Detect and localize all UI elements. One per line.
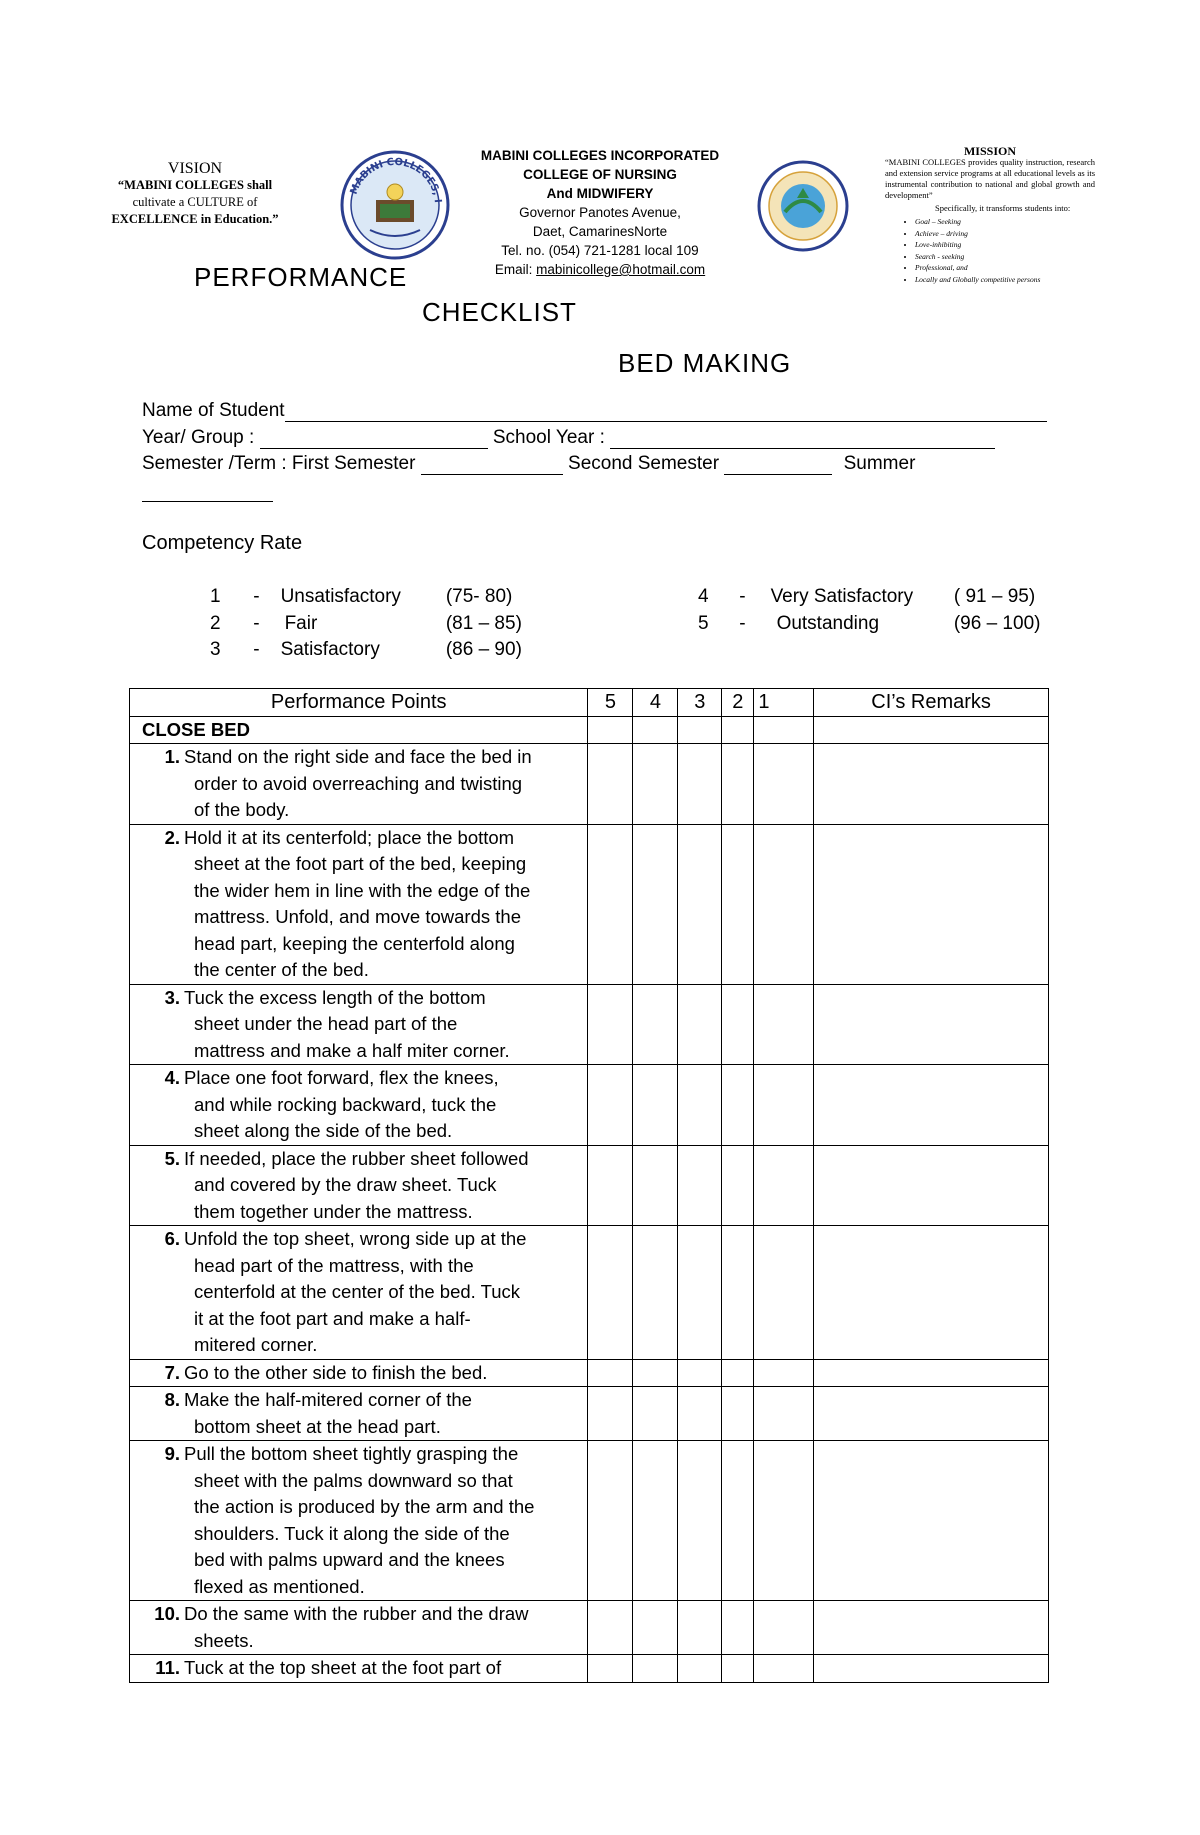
rate-range: (81 – 85) xyxy=(445,613,522,634)
score-cell[interactable] xyxy=(722,824,754,984)
step-text xyxy=(184,1065,583,1145)
step-line: Place one foot forward, flex the knees, xyxy=(184,1067,499,1088)
mission-list xyxy=(885,216,1095,285)
header-score-1: 1 xyxy=(754,689,814,717)
step-number: 8. xyxy=(164,1389,180,1410)
step-line: sheet along the side of the bed. xyxy=(194,1120,453,1141)
step-text xyxy=(184,1655,583,1682)
step-line: Hold it at its centerfold; place the bottom xyxy=(184,826,515,848)
score-cell[interactable] xyxy=(633,1387,678,1441)
step-item xyxy=(134,744,583,824)
rate-num: 2 xyxy=(210,613,221,634)
college-info xyxy=(455,146,745,279)
step-cell xyxy=(130,744,588,825)
score-cell[interactable] xyxy=(633,1065,678,1146)
step-item xyxy=(134,1065,583,1145)
score-cell[interactable] xyxy=(722,744,754,825)
vision-line: EXCELLENCE in Education.” xyxy=(111,212,279,226)
step-text xyxy=(184,985,583,1065)
rate-label: Very Satisfactory xyxy=(770,586,914,607)
rate-label: Satisfactory xyxy=(280,639,380,660)
header-score-5: 5 xyxy=(588,689,633,717)
performance-table xyxy=(129,688,1049,1683)
rate-num: 5 xyxy=(698,613,709,634)
second-semester-field[interactable] xyxy=(724,457,832,475)
step-line: the center of the bed. xyxy=(194,959,369,980)
step-text xyxy=(184,1226,583,1359)
step-line: mattress and make a half miter corner. xyxy=(194,1039,510,1061)
step-line: the wider hem in line with the edge of the xyxy=(194,879,531,901)
score-cell[interactable] xyxy=(588,716,633,744)
mission-body2: Specifically, it transforms students into: xyxy=(935,203,1071,213)
remarks-cell[interactable] xyxy=(814,716,1049,744)
score-cell[interactable] xyxy=(722,1065,754,1146)
step-item xyxy=(134,825,583,984)
step-line: Stand on the right side and face the bed in xyxy=(184,746,532,767)
step-item xyxy=(134,1146,583,1226)
step-text xyxy=(184,1360,583,1387)
table-header-row xyxy=(130,689,1049,717)
score-cell[interactable] xyxy=(633,744,678,825)
score-cell[interactable] xyxy=(754,1655,814,1683)
step-line: Do the same with the rubber and the draw xyxy=(184,1603,529,1624)
table-row xyxy=(130,1387,1049,1441)
score-cell[interactable] xyxy=(722,1601,754,1655)
score-cell[interactable] xyxy=(588,1441,633,1601)
score-cell[interactable] xyxy=(722,1387,754,1441)
mission-item: • Goal – Seeking xyxy=(915,216,1095,228)
rate-dash: - xyxy=(739,613,746,634)
college-email-row xyxy=(455,260,745,279)
step-line: bottom sheet at the head part. xyxy=(194,1415,441,1437)
mission-item: • Love-inhibiting xyxy=(915,239,1095,251)
step-text xyxy=(184,1146,583,1226)
score-cell[interactable] xyxy=(722,1359,754,1387)
table-row xyxy=(130,824,1049,984)
step-line: of the body. xyxy=(194,799,290,820)
table-row xyxy=(130,984,1049,1065)
remarks-cell[interactable] xyxy=(814,744,1049,825)
step-number: 3. xyxy=(164,986,180,1008)
rate-range: (96 – 100) xyxy=(953,613,1041,634)
step-line: Tuck the excess length of the bottom xyxy=(184,986,486,1008)
step-line: head part of the mattress, with the xyxy=(194,1254,474,1276)
score-cell[interactable] xyxy=(678,1065,722,1146)
title-checklist: CHECKLIST xyxy=(422,297,577,327)
mission-title: MISSION xyxy=(963,144,1016,158)
step-text xyxy=(184,1441,583,1600)
step-line: order to avoid overreaching and twisting xyxy=(194,772,523,794)
score-cell[interactable] xyxy=(678,1145,722,1226)
name-row xyxy=(142,400,1047,422)
step-line: shoulders. Tuck it along the side of the xyxy=(194,1522,510,1544)
title-subject: BED MAKING xyxy=(618,348,792,378)
score-cell[interactable] xyxy=(754,1387,814,1441)
mission-item: • Locally and Globally competitive persons xyxy=(915,274,1095,286)
mission-item: • Search - seeking xyxy=(915,251,1095,263)
score-cell[interactable] xyxy=(678,1655,722,1683)
score-cell[interactable] xyxy=(633,1145,678,1226)
table-row xyxy=(130,1226,1049,1360)
college-seal-right xyxy=(757,160,849,252)
semester-label: Semester /Term : First Semester xyxy=(142,453,416,474)
score-cell[interactable] xyxy=(754,716,814,744)
college-tel: Tel. no. (054) 721-1281 local 109 xyxy=(501,243,699,258)
rate-dash: - xyxy=(253,639,260,660)
step-line: bed with palms upward and the knees xyxy=(194,1549,505,1570)
step-line: Go to the other side to finish the bed. xyxy=(184,1361,488,1383)
score-cell[interactable] xyxy=(633,1601,678,1655)
email-label: Email: xyxy=(494,262,533,277)
score-cell[interactable] xyxy=(678,1441,722,1601)
score-cell[interactable] xyxy=(588,1359,633,1387)
score-cell[interactable] xyxy=(678,1601,722,1655)
step-line: sheets. xyxy=(194,1629,254,1651)
score-cell[interactable] xyxy=(678,1226,722,1360)
step-line: If needed, place the rubber sheet followed xyxy=(184,1147,529,1169)
score-cell[interactable] xyxy=(588,1601,633,1655)
score-cell[interactable] xyxy=(588,744,633,825)
rate-row xyxy=(210,586,512,608)
rate-range: ( 91 – 95) xyxy=(953,586,1036,607)
step-line: centerfold at the center of the bed. Tuck xyxy=(194,1281,521,1302)
score-cell[interactable] xyxy=(754,1145,814,1226)
summer-label: Summer xyxy=(843,453,916,474)
score-cell[interactable] xyxy=(754,1065,814,1146)
score-cell[interactable] xyxy=(754,1226,814,1360)
rate-label: Outstanding xyxy=(776,613,880,634)
step-text xyxy=(184,1387,583,1440)
score-cell[interactable] xyxy=(754,1359,814,1387)
score-cell[interactable] xyxy=(678,1359,722,1387)
seal-text: MABINI COLLEGES, I xyxy=(348,156,443,204)
remarks-cell[interactable] xyxy=(814,1387,1049,1441)
score-cell[interactable] xyxy=(633,716,678,744)
header-performance-points: Performance Points xyxy=(130,689,588,717)
college-dept2: And MIDWIFERY xyxy=(546,186,654,201)
remarks-cell[interactable] xyxy=(814,984,1049,1065)
table-row xyxy=(130,1065,1049,1146)
step-item xyxy=(134,1441,583,1600)
score-cell[interactable] xyxy=(633,984,678,1065)
step-line: flexed as mentioned. xyxy=(194,1575,365,1597)
step-line: Unfold the top sheet, wrong side up at the xyxy=(184,1228,527,1249)
score-cell[interactable] xyxy=(722,1655,754,1683)
score-cell[interactable] xyxy=(722,1441,754,1601)
step-line: it at the foot part and make a half- xyxy=(194,1307,471,1329)
step-line: sheet at the foot part of the bed, keeping xyxy=(194,853,527,874)
score-cell[interactable] xyxy=(754,824,814,984)
remarks-cell[interactable] xyxy=(814,1655,1049,1683)
step-line: mattress. Unfold, and move towards the xyxy=(194,906,521,927)
step-cell xyxy=(130,824,588,984)
step-line: sheet under the head part of the xyxy=(194,1013,458,1034)
step-number: 9. xyxy=(164,1443,180,1464)
rate-num: 4 xyxy=(698,586,709,607)
college-name: MABINI COLLEGES INCORPORATED xyxy=(480,148,720,163)
score-cell[interactable] xyxy=(678,1387,722,1441)
score-cell[interactable] xyxy=(754,1441,814,1601)
step-number: 2. xyxy=(164,826,180,848)
step-number: 6. xyxy=(164,1228,180,1249)
name-label: Name of Student xyxy=(142,400,285,421)
table-row xyxy=(130,1441,1049,1601)
rate-row xyxy=(210,639,522,661)
score-cell[interactable] xyxy=(588,1145,633,1226)
vision-line: cultivate a CULTURE of xyxy=(132,195,258,209)
college-address: Governor Panotes Avenue, xyxy=(519,205,681,220)
rate-label: Unsatisfactory xyxy=(280,586,401,607)
score-cell[interactable] xyxy=(754,1601,814,1655)
step-cell xyxy=(130,1145,588,1226)
table-body xyxy=(130,744,1049,1683)
step-item xyxy=(134,1601,583,1654)
score-cell[interactable] xyxy=(633,1441,678,1601)
rate-num: 3 xyxy=(210,639,221,660)
score-cell[interactable] xyxy=(678,824,722,984)
step-cell xyxy=(130,1387,588,1441)
rate-dash: - xyxy=(253,586,260,607)
score-cell[interactable] xyxy=(754,984,814,1065)
step-item xyxy=(134,1360,583,1387)
mission-item: • Achieve – driving xyxy=(915,228,1095,240)
table-row xyxy=(130,744,1049,825)
step-text xyxy=(184,825,583,984)
year-label: Year/ Group : xyxy=(142,427,255,448)
step-line: Make the half-mitered corner of the xyxy=(184,1389,472,1410)
summer-field[interactable] xyxy=(142,484,273,502)
step-cell xyxy=(130,1359,588,1387)
table-row xyxy=(130,1601,1049,1655)
step-number: 5. xyxy=(164,1147,180,1169)
remarks-cell[interactable] xyxy=(814,824,1049,984)
step-number: 7. xyxy=(164,1361,180,1383)
header-score-2: 2 xyxy=(722,689,754,717)
school-year-field[interactable] xyxy=(610,431,995,449)
step-text xyxy=(184,1601,583,1654)
step-line: them together under the mattress. xyxy=(194,1200,473,1222)
semester-row xyxy=(142,453,915,475)
step-cell xyxy=(130,1065,588,1146)
score-cell[interactable] xyxy=(722,984,754,1065)
step-item xyxy=(134,985,583,1065)
score-cell[interactable] xyxy=(588,1065,633,1146)
score-cell[interactable] xyxy=(722,1145,754,1226)
remarks-cell[interactable] xyxy=(814,1441,1049,1601)
step-number: 11. xyxy=(155,1657,180,1678)
score-cell[interactable] xyxy=(588,1387,633,1441)
first-semester-field[interactable] xyxy=(421,457,563,475)
step-cell xyxy=(130,1441,588,1601)
score-cell[interactable] xyxy=(633,1655,678,1683)
step-item xyxy=(134,1387,583,1440)
step-cell xyxy=(130,1601,588,1655)
score-cell[interactable] xyxy=(678,984,722,1065)
score-cell[interactable] xyxy=(754,744,814,825)
remarks-cell[interactable] xyxy=(814,1359,1049,1387)
step-line: head part, keeping the centerfold along xyxy=(194,932,515,954)
competency-title: Competency Rate xyxy=(142,532,303,554)
score-cell[interactable] xyxy=(633,1226,678,1360)
step-cell xyxy=(130,984,588,1065)
rate-range: (86 – 90) xyxy=(445,639,522,660)
second-semester-label: Second Semester xyxy=(568,453,720,474)
score-cell[interactable] xyxy=(588,1655,633,1683)
vision-block xyxy=(95,160,295,228)
score-cell[interactable] xyxy=(633,824,678,984)
table-row xyxy=(130,1359,1049,1387)
vision-title: VISION xyxy=(167,160,223,177)
rate-row xyxy=(698,613,1040,635)
step-number: 4. xyxy=(164,1067,180,1088)
table-section-row xyxy=(130,716,1049,744)
step-cell xyxy=(130,1655,588,1683)
table-row xyxy=(130,1655,1049,1683)
step-number: 1. xyxy=(164,746,180,767)
rate-label: Fair xyxy=(284,613,318,634)
score-cell[interactable] xyxy=(588,824,633,984)
rate-dash: - xyxy=(739,586,746,607)
email-link[interactable]: mabinicollege@hotmail.com xyxy=(536,262,706,277)
year-row xyxy=(142,427,995,449)
header-score-4: 4 xyxy=(633,689,678,717)
rate-row xyxy=(698,586,1035,608)
college-address: Daet, CamarinesNorte xyxy=(532,224,668,239)
college-seal-left xyxy=(340,150,450,260)
score-cell[interactable] xyxy=(678,716,722,744)
rate-num: 1 xyxy=(210,586,221,607)
mission-block xyxy=(885,146,1095,285)
step-line: sheet with the palms downward so that xyxy=(194,1469,513,1491)
year-field[interactable] xyxy=(260,431,488,449)
school-year-label: School Year : xyxy=(492,427,605,448)
vision-line: “MABINI COLLEGES shall xyxy=(117,178,273,192)
college-dept: COLLEGE OF NURSING xyxy=(523,167,677,182)
score-cell[interactable] xyxy=(678,744,722,825)
mission-body: “MABINI COLLEGES provides quality instruction, research and extension service programs at all educational levels as its instrumental contribution to national and global growth and development” xyxy=(885,157,1095,200)
score-cell[interactable] xyxy=(588,984,633,1065)
step-line: Tuck at the top sheet at the foot part of xyxy=(184,1657,502,1678)
step-line: and while rocking backward, tuck the xyxy=(194,1093,497,1115)
section-close-bed: CLOSE BED xyxy=(130,716,588,744)
step-line: and covered by the draw sheet. Tuck xyxy=(194,1174,497,1195)
name-field[interactable] xyxy=(285,404,1047,422)
table-row xyxy=(130,1145,1049,1226)
header-remarks: CI’s Remarks xyxy=(814,689,1049,717)
step-line: mitered corner. xyxy=(194,1334,318,1355)
score-cell[interactable] xyxy=(722,716,754,744)
remarks-cell[interactable] xyxy=(814,1226,1049,1360)
rate-range: (75- 80) xyxy=(445,586,513,607)
step-line: the action is produced by the arm and the xyxy=(194,1496,535,1517)
header-score-3: 3 xyxy=(678,689,722,717)
score-cell[interactable] xyxy=(588,1226,633,1360)
score-cell[interactable] xyxy=(722,1226,754,1360)
step-line: Pull the bottom sheet tightly grasping the xyxy=(184,1443,519,1464)
step-item xyxy=(134,1226,583,1359)
rate-dash: - xyxy=(253,613,260,634)
score-cell[interactable] xyxy=(633,1359,678,1387)
step-cell xyxy=(130,1226,588,1360)
step-number: 10. xyxy=(154,1603,180,1624)
remarks-cell[interactable] xyxy=(814,1065,1049,1146)
title-performance: PERFORMANCE xyxy=(194,262,408,292)
step-item xyxy=(134,1655,583,1682)
mission-item: • Professional, and xyxy=(915,262,1095,274)
remarks-cell[interactable] xyxy=(814,1145,1049,1226)
rate-row xyxy=(210,613,522,635)
remarks-cell[interactable] xyxy=(814,1601,1049,1655)
step-text xyxy=(184,744,583,824)
